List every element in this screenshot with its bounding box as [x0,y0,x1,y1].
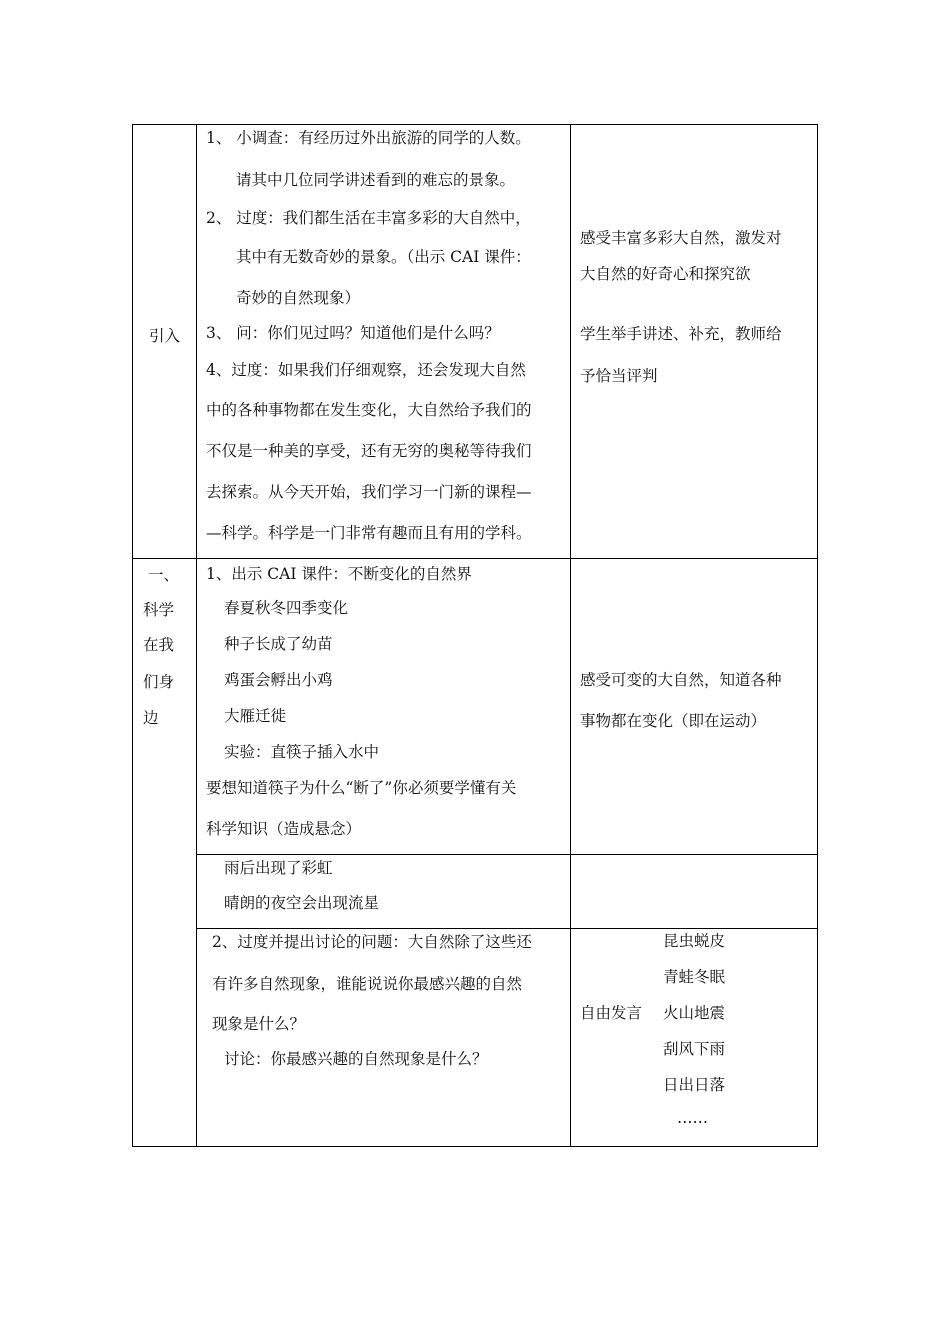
column-divider [570,124,571,1147]
content-line: 4、过度：如果我们仔细观察，还会发现大自然 [206,361,526,379]
notes-line: 予恰当评判 [580,367,658,385]
notes-line: 事物都在变化（即在运动） [580,712,767,730]
content-line: 春夏秋冬四季变化 [224,599,349,617]
column-divider [196,124,197,1147]
phenomenon-item: 昆虫蜕皮 [663,932,726,950]
phenomenon-item: 刮风下雨 [663,1040,726,1058]
content-line: 大雁迁徙 [224,707,287,725]
row-divider [196,928,818,929]
content-line: 雨后出现了彩虹 [224,859,333,877]
notes-label: 自由发言 [580,1004,643,1022]
content-line: 讨论：你最感兴趣的自然现象是什么？ [224,1050,488,1068]
content-line: 实验：直筷子插入水中 [224,743,380,761]
content-line: 请其中几位同学讲述看到的难忘的景象。 [236,171,516,189]
notes-line: 大自然的好奇心和探究欲 [580,265,751,283]
content-line: 2、 过度：我们都生活在丰富多彩的大自然中， [206,209,531,227]
content-line: 3、 问：你们见过吗？知道他们是什么吗？ [206,324,500,342]
content-line: 奇妙的自然现象） [236,289,361,307]
content-line: 有许多自然现象，谁能说说你最感兴趣的自然 [212,975,523,993]
content-line: 鸡蛋会孵出小鸡 [224,671,333,689]
lesson-plan-table [132,124,818,1147]
phenomenon-item: 青蛙冬眠 [663,968,726,986]
stage-label-line: 一、 [148,566,180,584]
stage-label-line: 们身 [143,673,175,691]
stage-label-line: 科学 [143,601,175,619]
content-line: 1、 小调查：有经历过外出旅游的同学的人数。 [206,129,531,147]
phenomenon-item: 火山地震 [663,1004,726,1022]
content-line: 去探索。从今天开始，我们学习一门新的课程— [206,483,532,501]
content-line: —科学。科学是一门非常有趣而且有用的学科。 [206,524,532,542]
row-divider [196,854,818,855]
notes-line: 感受可变的大自然，知道各种 [580,671,782,689]
stage-label-intro: 引入 [149,327,181,345]
content-line: 中的各种事物都在发生变化，大自然给予我们的 [206,401,532,419]
stage-label-line: 边 [143,709,159,727]
content-line: 现象是什么？ [212,1015,306,1033]
content-line: 科学知识（造成悬念） [206,820,362,838]
notes-line: 学生举手讲述、补充，教师给 [580,325,782,343]
content-line: 种子长成了幼苗 [224,635,333,653]
content-line: 1、出示 CAI 课件：不断变化的自然界 [206,565,472,583]
phenomenon-item: 日出日落 [663,1076,726,1094]
notes-line: 感受丰富多彩大自然，激发对 [580,229,782,247]
table-border-top [132,124,818,125]
content-line: 2、过度并提出讨论的问题：大自然除了这些还 [212,933,532,951]
content-line: 晴朗的夜空会出现流星 [224,894,380,912]
row-divider [132,558,818,559]
table-border-left [132,124,133,1147]
stage-label-line: 在我 [143,636,175,654]
table-border-right [817,124,818,1147]
content-line: 要想知道筷子为什么“断了”你必须要学懂有关 [206,779,517,797]
phenomenon-item-ellipsis: …… [677,1109,708,1127]
table-border-bottom [132,1146,818,1147]
content-line: 不仅是一种美的享受，还有无穷的奥秘等待我们 [206,442,532,460]
content-line: 其中有无数奇妙的景象。（出示 CAI 课件： [236,248,531,266]
